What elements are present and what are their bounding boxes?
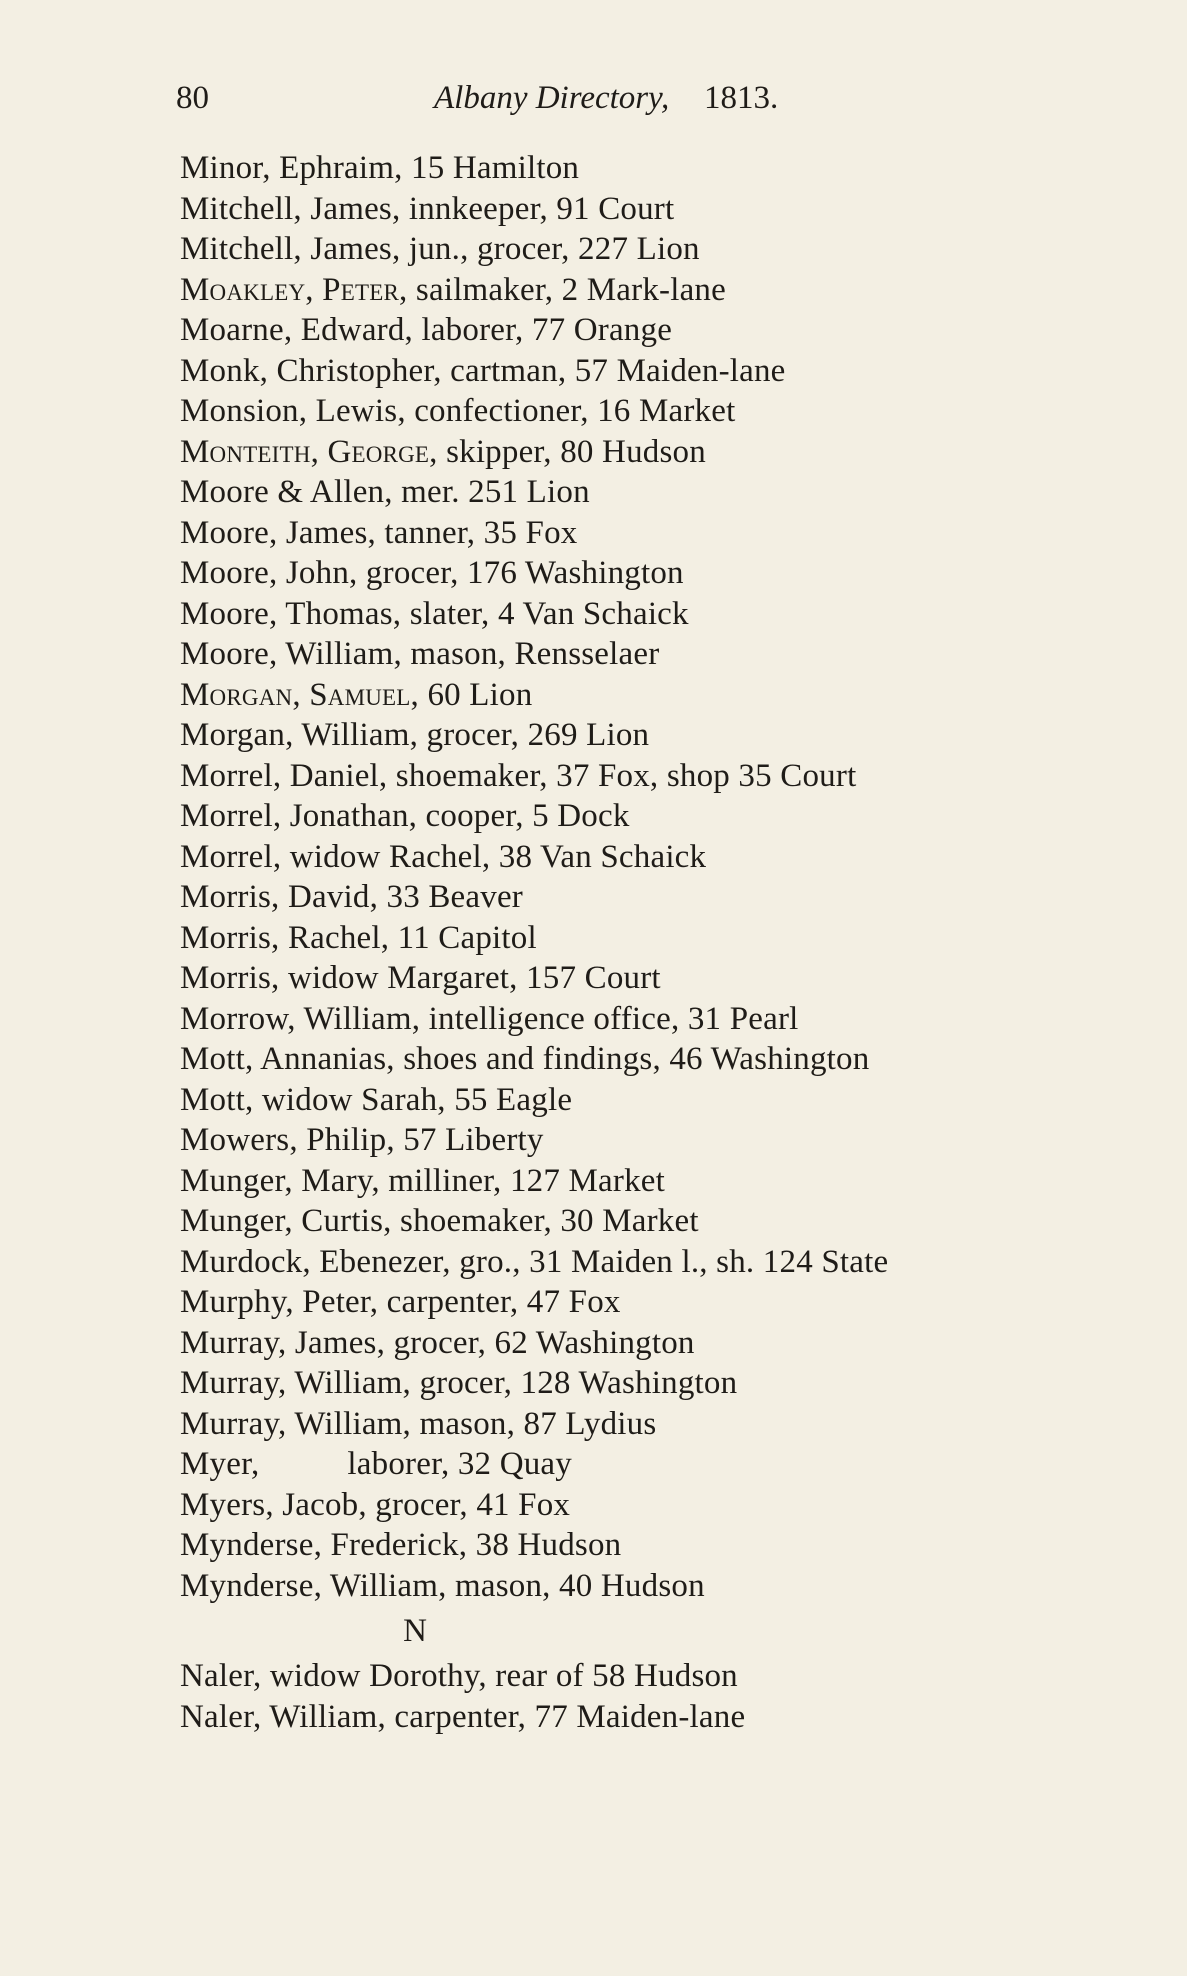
entry-name: Murray [180,1405,279,1442]
running-header [176,76,860,120]
list-item [180,270,1120,311]
list-item [180,1323,1120,1364]
entry-name: Moore [180,595,269,632]
list-item [180,756,1120,797]
list-item [180,189,1120,230]
entry-name: Morrel [180,798,273,834]
entry-name: Myer [180,1446,251,1482]
entry-details: , James, jun., grocer, 227 Lion [293,231,700,267]
entry-details: , William, grocer, 128 Washington [278,1365,738,1401]
list-item [180,1242,1120,1283]
entry-details: & Allen, mer. 251 Lion [268,474,590,510]
entry-details: , sailmaker, 2 Mark-lane [399,271,726,308]
list-item [180,351,1120,392]
entry-name: Morris [180,879,272,915]
entry-name: Mott [180,1041,245,1077]
entry-name: Mitchell [180,190,294,227]
list-item [180,1656,1120,1697]
list-item [180,1485,1120,1526]
list-item [180,1080,1120,1121]
entry-name: Moore [180,555,269,591]
entry-name: Moore [180,636,269,672]
list-item [180,634,1120,675]
entry-name: Myers [180,1486,266,1523]
list-item [180,999,1120,1040]
entry-details: , widow Sarah, 55 Eagle [244,1081,573,1118]
list-item [180,594,1120,635]
entry-details: , widow Margaret, 157 Court [271,960,661,996]
entry-details: , Christopher, cartman, 57 Maiden-lane [259,352,786,389]
entry-name: Murdock [180,1243,303,1280]
entry-name: Murphy [180,1284,286,1320]
list-item [180,553,1120,594]
list-item [180,918,1120,959]
entry-details: laborer, 32 Quay [347,1446,572,1482]
list-item [180,1697,1120,1738]
entry-details: , Ebenezer, gro., 31 Maiden l., sh. 124 State [302,1243,889,1280]
list-item [180,1404,1120,1445]
entry-name: Moakley, Peter [180,271,400,308]
entry-details: , John, grocer, 176 Washington [268,555,684,591]
entry-details: , Ephraim, 15 Hamilton [262,150,580,186]
entry-details: , William, mason, 87 Lydius [278,1405,657,1442]
entry-name: Mitchell [180,231,294,267]
list-item [180,1161,1120,1202]
list-item [180,1363,1120,1404]
entry-details: , Philip, 57 Liberty [289,1122,544,1158]
entry-details: , Lewis, confectioner, 16 Market [298,393,736,429]
entry-details: , Thomas, slater, 4 Van Schaick [268,595,689,632]
entry-details: , Mary, milliner, 127 Market [284,1162,665,1199]
entry-details: , Frederick, 38 Hudson [313,1527,622,1563]
entry-details: , 60 Lion [410,676,533,713]
list-item [180,1120,1120,1161]
list-item [180,391,1120,432]
entry-name: Naler [180,1698,253,1735]
entry-name: Monk [180,352,260,389]
entry-details: , Annanias, shoes and findings, 46 Washington [244,1041,870,1077]
entry-name: Monsion [180,393,299,429]
entry-details: , William, mason, 40 Hudson [313,1567,705,1604]
entry-details: , James, tanner, 35 Fox [268,514,578,551]
entry-details: , Jonathan, cooper, 5 Dock [272,798,630,834]
entry-name: Morrel [180,757,273,794]
list-item [180,877,1120,918]
entry-name: Monteith, George [180,433,430,470]
directory-entries [180,148,1120,1737]
entry-details: , Daniel, shoemaker, 37 Fox, shop 35 Court [272,757,857,794]
list-item [180,472,1120,513]
entry-details: , Peter, carpenter, 47 Fox [285,1284,621,1320]
entry-details: , Edward, laborer, 77 Orange [283,312,673,348]
entry-details: , James, innkeeper, 91 Court [293,190,675,227]
entry-name: Murray [180,1365,279,1401]
list-item [180,310,1120,351]
list-item [180,958,1120,999]
entry-name: Mowers [180,1122,290,1158]
entry-details: , widow Rachel, 38 Van Schaick [272,838,707,875]
entry-name: Morris [180,919,272,956]
entry-details: , William, intelligence office, 31 Pearl [287,1000,799,1037]
directory-year: 1813. [704,80,779,116]
list-item [180,715,1120,756]
entry-name: Morgan, Samuel [180,676,411,713]
list-item [180,1201,1120,1242]
entry-name: Mynderse [180,1527,314,1563]
directory-title: Albany Directory, [434,80,670,116]
list-item [180,1282,1120,1323]
entry-name: Mynderse [180,1567,314,1604]
list-item [180,513,1120,554]
list-item [180,675,1120,716]
list-item [180,432,1120,473]
list-item [180,148,1120,189]
entry-name: Moore [180,474,269,510]
list-item [180,1525,1120,1566]
list-item [180,1444,1120,1485]
entry-name: Mott [180,1081,245,1118]
entry-name: Minor [180,150,263,186]
entry-details: , widow Dorothy, rear of 58 Hudson [252,1658,738,1694]
list-item [180,229,1120,270]
entry-details: , Rachel, 11 Capitol [271,919,537,956]
entry-details: , David, 33 Beaver [271,879,523,915]
entry-details: , Curtis, shoemaker, 30 Market [284,1203,699,1239]
entry-details: , William, grocer, 269 Lion [285,717,650,753]
page-number: 80 [176,80,209,116]
entry-name: Naler [180,1658,253,1694]
list-item [180,1039,1120,1080]
entry-name: Moore [180,514,269,551]
entry-details: , William, carpenter, 77 Maiden-lane [252,1698,746,1735]
entry-details: , skipper, 80 Hudson [429,433,706,470]
section-letter: N [403,1613,427,1649]
list-item [180,837,1120,878]
list-item [180,1566,1120,1607]
entry-name: Munger [180,1203,285,1239]
entry-name: Morgan [180,717,286,753]
entry-name: Murray [180,1324,279,1361]
list-item [180,796,1120,837]
entry-comma: , [250,1446,260,1482]
entry-name: Morrel [180,838,273,875]
entry-name: Morris [180,960,272,996]
entry-name: Moarne [180,312,284,348]
entry-details: , James, grocer, 62 Washington [278,1324,695,1361]
entry-details: , William, mason, Rensselaer [268,636,660,672]
entry-name: Munger [180,1162,285,1199]
entry-details: , Jacob, grocer, 41 Fox [265,1486,571,1523]
entry-name: Morrow [180,1000,288,1037]
